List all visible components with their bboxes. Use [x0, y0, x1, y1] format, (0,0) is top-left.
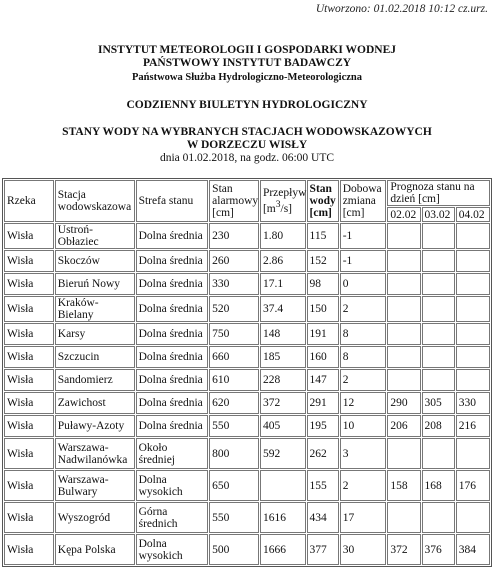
alarm-cell: 620 — [209, 392, 259, 414]
change-cell: 0 — [340, 273, 387, 295]
flow-cell: 37.4 — [260, 296, 306, 322]
alarm-cell: 330 — [209, 273, 259, 295]
zone-cell: Dolna średnia — [136, 250, 209, 272]
river-cell: Wisła — [4, 392, 54, 414]
table-row — [4, 534, 490, 565]
station-cell: Karsy — [55, 323, 135, 345]
flow-cell: 148 — [260, 323, 306, 345]
change-cell: -1 — [340, 223, 387, 249]
forecast-cell — [456, 223, 490, 249]
created-timestamp: Utworzono: 01.02.2018 10:12 cz.urz. — [315, 3, 488, 15]
flow-cell: 185 — [260, 346, 306, 368]
station-cell: Szczucin — [55, 346, 135, 368]
forecast-cell — [422, 438, 455, 469]
level-cell: 98 — [307, 273, 339, 295]
flow-cell: 1666 — [260, 534, 306, 565]
zone-cell: Dolna średnia — [136, 223, 209, 249]
station-cell: Wyszogród — [55, 502, 135, 533]
water-levels-table — [2, 178, 492, 567]
forecast-cell: 384 — [456, 534, 490, 565]
change-cell: 17 — [340, 502, 387, 533]
zone-cell: Dolna średnia — [136, 369, 209, 391]
forecast-cell — [422, 296, 455, 322]
level-cell: 291 — [307, 392, 339, 414]
zone-cell: Dolna średnia — [136, 346, 209, 368]
station-cell: Warszawa-Bulwary — [55, 470, 135, 501]
alarm-cell: 610 — [209, 369, 259, 391]
level-cell: 150 — [307, 296, 339, 322]
table-row — [4, 273, 490, 295]
table-row — [4, 392, 490, 414]
forecast-cell — [456, 296, 490, 322]
forecast-cell — [422, 502, 455, 533]
river-cell: Wisła — [4, 369, 54, 391]
change-cell: 8 — [340, 323, 387, 345]
river-cell: Wisła — [4, 296, 54, 322]
forecast-cell — [387, 369, 420, 391]
river-cell: Wisła — [4, 346, 54, 368]
flow-cell: 592 — [260, 438, 306, 469]
change-cell: 2 — [340, 470, 387, 501]
col-header-level: Stan wody [cm] — [307, 180, 339, 222]
zone-cell: Dolna wysokich — [136, 470, 209, 501]
col-header-station: Stacja wodowskazowa — [55, 180, 135, 222]
station-cell: Warszawa-Nadwilanówka — [55, 438, 135, 469]
alarm-cell: 550 — [209, 415, 259, 437]
forecast-cell — [456, 346, 490, 368]
forecast-cell — [422, 323, 455, 345]
alarm-cell: 260 — [209, 250, 259, 272]
forecast-cell — [387, 323, 420, 345]
table-row — [4, 470, 490, 501]
forecast-cell: 290 — [387, 392, 420, 414]
alarm-cell: 550 — [209, 502, 259, 533]
flow-unit-post: /s] — [280, 202, 293, 215]
flow-cell: 2.86 — [260, 250, 306, 272]
forecast-cell — [422, 273, 455, 295]
alarm-cell: 750 — [209, 323, 259, 345]
level-cell: 160 — [307, 346, 339, 368]
forecast-cell — [387, 438, 420, 469]
report-title-line1: STANY WODY NA WYBRANYCH STACJACH WODOWSKAZOWYCH — [62, 126, 432, 138]
change-cell: 8 — [340, 346, 387, 368]
level-cell: 377 — [307, 534, 339, 565]
col-header-flow — [260, 180, 306, 222]
level-cell: 434 — [307, 502, 339, 533]
change-cell: 2 — [340, 296, 387, 322]
station-cell: Bieruń Nowy — [55, 273, 135, 295]
forecast-cell — [387, 346, 420, 368]
station-cell: Zawichost — [55, 392, 135, 414]
station-cell: Ustroń-Obłaziec — [55, 223, 135, 249]
change-cell: 3 — [340, 438, 387, 469]
station-cell: Kępa Polska — [55, 534, 135, 565]
forecast-cell — [387, 296, 420, 322]
forecast-cell: 372 — [387, 534, 420, 565]
forecast-cell — [422, 369, 455, 391]
river-cell: Wisła — [4, 273, 54, 295]
alarm-cell: 800 — [209, 438, 259, 469]
flow-label: Przepływ — [262, 187, 307, 200]
forecast-cell — [387, 502, 420, 533]
forecast-cell: 176 — [456, 470, 490, 501]
table-row — [4, 346, 490, 368]
level-cell: 191 — [307, 323, 339, 345]
alarm-cell: 500 — [209, 534, 259, 565]
level-cell: 115 — [307, 223, 339, 249]
alarm-cell: 650 — [209, 470, 259, 501]
forecast-cell: 376 — [422, 534, 455, 565]
forecast-cell — [456, 273, 490, 295]
col-header-forecast: Prognoza stanu na dzień [cm] — [387, 180, 490, 206]
forecast-cell — [387, 223, 420, 249]
zone-cell: Dolna średnia — [136, 296, 209, 322]
institute-name: INSTYTUT METEOROLOGII I GOSPODARKI WODNEJ — [98, 44, 396, 56]
forecast-cell: 206 — [387, 415, 420, 437]
river-cell: Wisła — [4, 534, 54, 565]
zone-cell: Dolna średnia — [136, 273, 209, 295]
forecast-cell — [456, 369, 490, 391]
change-cell: 30 — [340, 534, 387, 565]
flow-cell: 405 — [260, 415, 306, 437]
forecast-cell — [456, 250, 490, 272]
zone-cell: Dolna średnia — [136, 415, 209, 437]
river-cell: Wisła — [4, 502, 54, 533]
col-header-zone: Strefa stanu — [136, 180, 209, 222]
table-row — [4, 296, 490, 322]
river-cell: Wisła — [4, 438, 54, 469]
zone-cell: Dolna średnia — [136, 323, 209, 345]
service-name: Państwowa Służba Hydrologiczno-Meteorologiczna — [131, 72, 362, 83]
table-row — [4, 323, 490, 345]
flow-unit-sup: 3 — [275, 199, 281, 211]
level-cell: 152 — [307, 250, 339, 272]
alarm-cell: 660 — [209, 346, 259, 368]
bulletin-title: CODZIENNY BIULETYN HYDROLOGICZNY — [126, 99, 368, 111]
station-cell: Sandomierz — [55, 369, 135, 391]
col-header-forecast-date: 04.02 — [456, 207, 490, 222]
table-row — [4, 369, 490, 391]
flow-cell: 228 — [260, 369, 306, 391]
forecast-cell — [387, 273, 420, 295]
level-cell: 155 — [307, 470, 339, 501]
table-row — [4, 250, 490, 272]
level-cell: 147 — [307, 369, 339, 391]
col-header-river: Rzeka — [4, 180, 54, 222]
change-cell: 12 — [340, 392, 387, 414]
zone-cell: Dolna wysokich — [136, 534, 209, 565]
river-cell: Wisła — [4, 323, 54, 345]
report-title-line2: W DORZECZU WISŁY — [186, 139, 308, 151]
col-header-forecast-date: 03.02 — [422, 207, 455, 222]
level-cell: 262 — [307, 438, 339, 469]
forecast-cell: 158 — [387, 470, 420, 501]
col-header-change: Dobowa zmiana [cm] — [340, 180, 387, 222]
station-cell: Kraków-Bielany — [55, 296, 135, 322]
forecast-cell — [422, 250, 455, 272]
forecast-cell — [387, 250, 420, 272]
zone-cell: Około średniej — [136, 438, 209, 469]
alarm-cell: 230 — [209, 223, 259, 249]
flow-cell — [260, 470, 306, 501]
river-cell: Wisła — [4, 470, 54, 501]
forecast-cell — [422, 346, 455, 368]
level-cell: 195 — [307, 415, 339, 437]
flow-cell: 372 — [260, 392, 306, 414]
forecast-cell: 168 — [422, 470, 455, 501]
flow-cell: 1.80 — [260, 223, 306, 249]
table-row — [4, 502, 490, 533]
station-cell: Puławy-Azoty — [55, 415, 135, 437]
forecast-cell — [456, 438, 490, 469]
station-cell: Skoczów — [55, 250, 135, 272]
table-row — [4, 415, 490, 437]
zone-cell: Górna średnich — [136, 502, 209, 533]
forecast-cell: 216 — [456, 415, 490, 437]
zone-cell: Dolna średnia — [136, 392, 209, 414]
table-row — [4, 223, 490, 249]
forecast-cell — [422, 223, 455, 249]
report-date: dnia 01.02.2018, na godz. 06:00 UTC — [159, 152, 335, 164]
forecast-cell — [456, 502, 490, 533]
forecast-cell — [456, 323, 490, 345]
forecast-cell: 305 — [422, 392, 455, 414]
alarm-cell: 520 — [209, 296, 259, 322]
flow-unit-pre: [m — [262, 202, 276, 215]
flow-cell: 17.1 — [260, 273, 306, 295]
forecast-cell: 330 — [456, 392, 490, 414]
change-cell: -1 — [340, 250, 387, 272]
table-row — [4, 438, 490, 469]
col-header-alarm: Stan alarmowy [cm] — [209, 180, 259, 222]
col-header-forecast-date: 02.02 — [387, 207, 420, 222]
change-cell: 2 — [340, 369, 387, 391]
flow-cell: 1616 — [260, 502, 306, 533]
change-cell: 10 — [340, 415, 387, 437]
river-cell: Wisła — [4, 415, 54, 437]
institute-subtitle: PAŃSTWOWY INSTYTUT BADAWCZY — [142, 57, 352, 69]
river-cell: Wisła — [4, 250, 54, 272]
forecast-cell: 208 — [422, 415, 455, 437]
river-cell: Wisła — [4, 223, 54, 249]
